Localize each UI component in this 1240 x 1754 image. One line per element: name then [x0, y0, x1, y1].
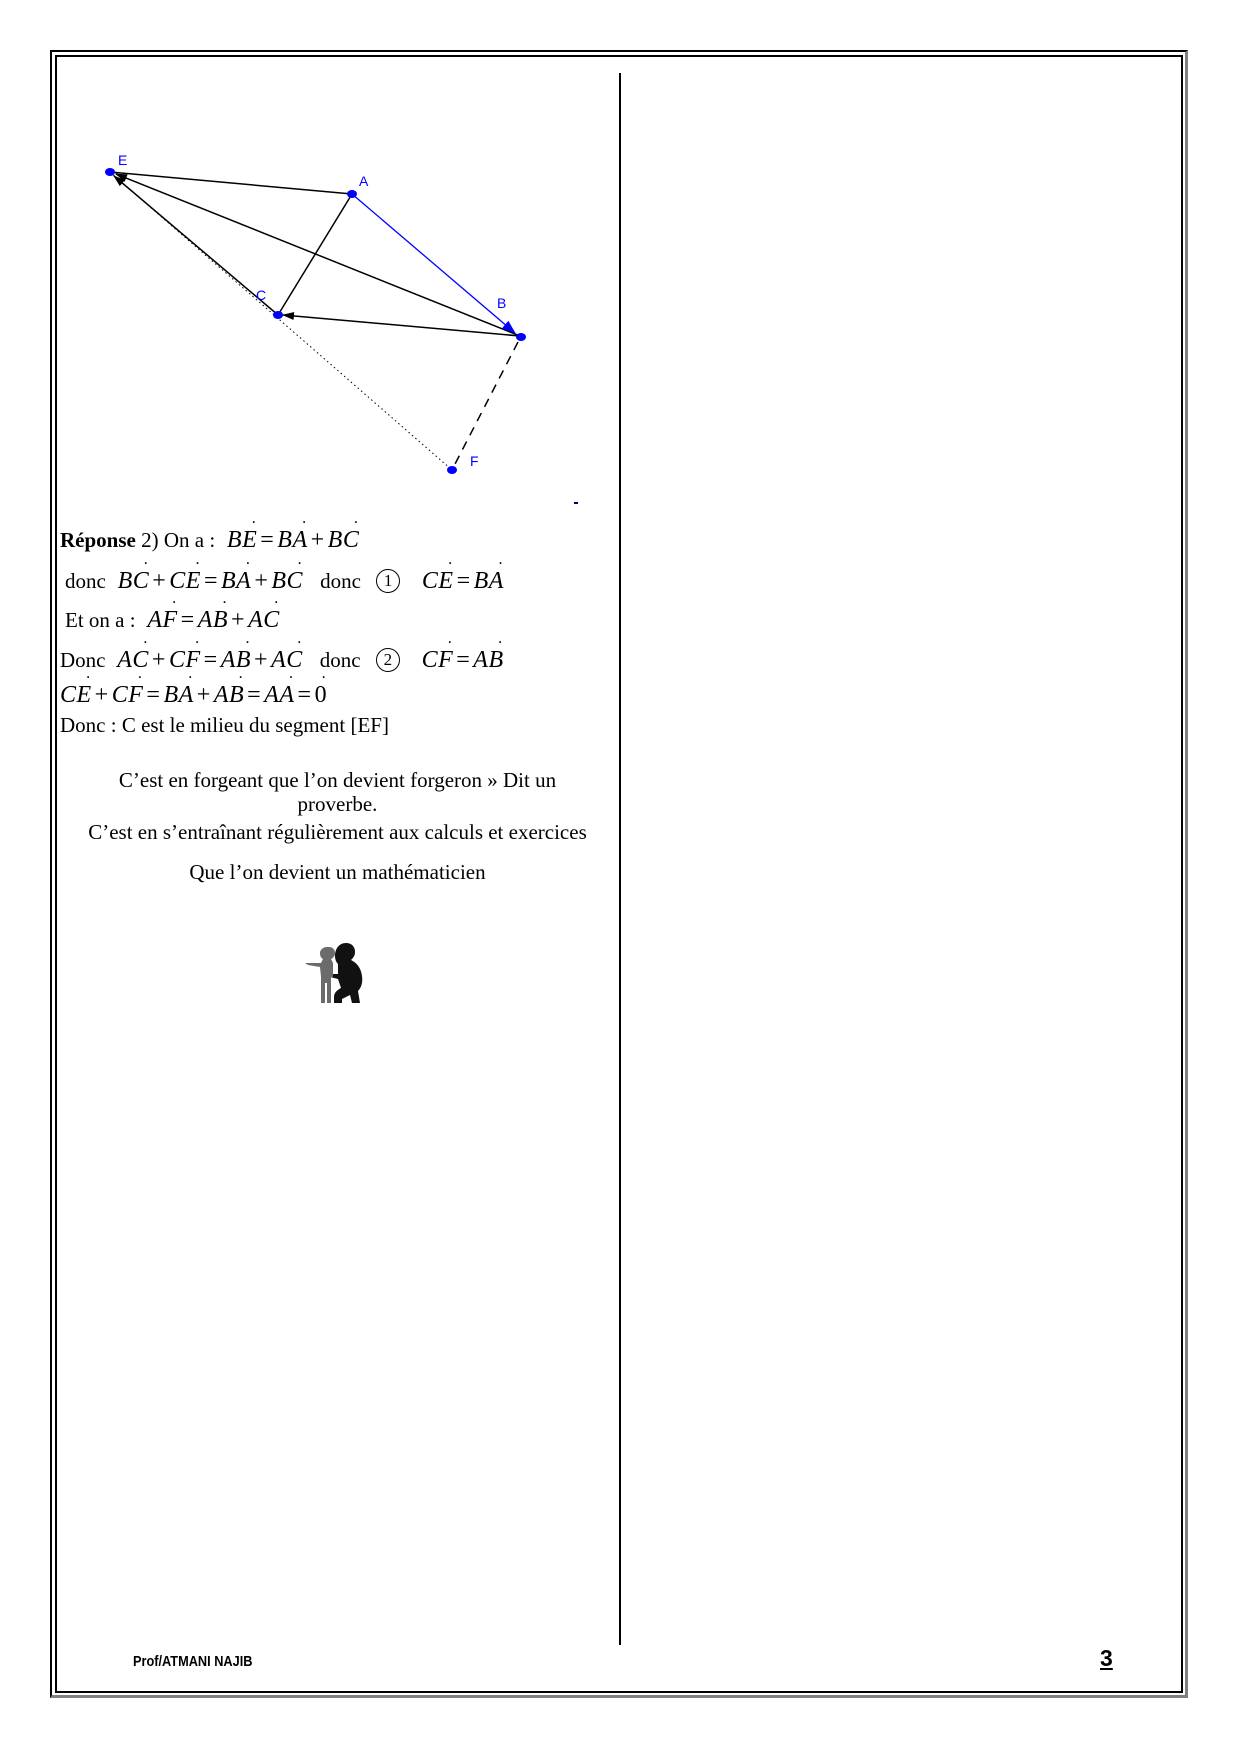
vec-ba: BA ˙ [277, 527, 307, 554]
point-f [447, 466, 457, 474]
vec: AF ˙ [147, 607, 177, 634]
result-2: CF ˙ = AB ˙ [415, 647, 504, 673]
dashed-line-bf [454, 342, 518, 466]
conclusion: Donc : C est le milieu du segment [EF] [60, 713, 389, 737]
label-b: B [497, 295, 507, 311]
vec: CF ˙ [422, 647, 454, 674]
circled-number-1: 1 [376, 569, 400, 593]
vec: AC ˙ [271, 647, 303, 674]
quote-line-1: C’est en forgeant que l’on devient forgeron » Dit un [118, 768, 557, 792]
parent-child-silhouette-icon [304, 937, 374, 1007]
answer-line-5 [60, 682, 327, 709]
point-c [273, 311, 283, 319]
equation-sum: CE ˙ + CF ˙ = BA ˙ + AB ˙ = AA ˙ = 0 ˙ [60, 682, 327, 708]
vec: AA ˙ [264, 682, 294, 709]
line2-mid: donc [320, 569, 361, 593]
answer-line-4 [60, 647, 504, 674]
vec: BA ˙ [163, 682, 193, 709]
vec: CF ˙ [112, 682, 144, 709]
vec: CE ˙ [60, 682, 92, 709]
point-e [105, 168, 115, 176]
footer-author: Prof/ATMANI NAJIB [133, 1653, 253, 1670]
line4-mid: donc [319, 648, 361, 672]
quote-line-4: Que l’on devient un mathématicien [189, 860, 486, 884]
vec-bc: BC ˙ [328, 527, 360, 554]
vec: BC ˙ [118, 568, 150, 595]
vec: AB ˙ [473, 647, 503, 674]
vector-geometry-figure [0, 0, 620, 520]
label-f: F [470, 453, 479, 469]
quote-line-3: C’est en s’entraînant régulièrement aux calculs et exercices [88, 820, 587, 844]
vec: AB ˙ [198, 607, 228, 634]
vector-ab [352, 194, 515, 333]
vec: BA ˙ [221, 568, 251, 595]
line4-prefix: Donc [60, 648, 106, 672]
vec: CF ˙ [169, 647, 201, 674]
vec-be: BE ˙ [227, 527, 257, 554]
equation-4: AC ˙ + CF ˙ = AB ˙ + AC ˙ [111, 647, 309, 673]
equation-af: AF ˙ = AB ˙ + AC ˙ [141, 607, 280, 633]
stray-mark [574, 502, 578, 504]
answer-heading: Réponse [60, 528, 136, 552]
vec: CE ˙ [422, 568, 454, 595]
vec: AC ˙ [117, 647, 149, 674]
zero-vector: 0 ˙ [315, 682, 328, 709]
answer-line-2 [65, 568, 504, 595]
line2-prefix: donc [65, 569, 106, 593]
vec: CE ˙ [169, 568, 201, 595]
label-a: A [359, 173, 369, 189]
vec: BC ˙ [271, 568, 303, 595]
point-b [516, 333, 526, 341]
line3-prefix: Et on a : [65, 608, 136, 632]
vector-ce [114, 176, 278, 315]
vector-bc [283, 315, 520, 336]
vec: AB ˙ [214, 682, 244, 709]
dotted-line-ef [110, 172, 452, 470]
answer-line-1 [60, 527, 359, 554]
equation-2: BC ˙ + CE ˙ = BA ˙ + BC ˙ [111, 568, 309, 594]
answer-line-3 [65, 607, 280, 634]
vec: BA ˙ [474, 568, 504, 595]
vec: AC ˙ [248, 607, 280, 634]
label-e: E [118, 152, 128, 168]
equation-be: BE ˙ = BA ˙ + BC ˙ [220, 527, 359, 553]
result-1: CE ˙ = BA ˙ [415, 568, 504, 594]
vector-be [116, 174, 520, 336]
point-a [347, 190, 357, 198]
quote-line-2: proverbe. [297, 792, 378, 816]
label-c: C [256, 287, 267, 303]
line1-prefix: 2) On a : [141, 528, 216, 552]
page-number: 3 [1100, 1645, 1113, 1671]
segment-ea [110, 172, 352, 194]
vec: AB ˙ [221, 647, 251, 674]
circled-number-2: 2 [376, 648, 400, 672]
